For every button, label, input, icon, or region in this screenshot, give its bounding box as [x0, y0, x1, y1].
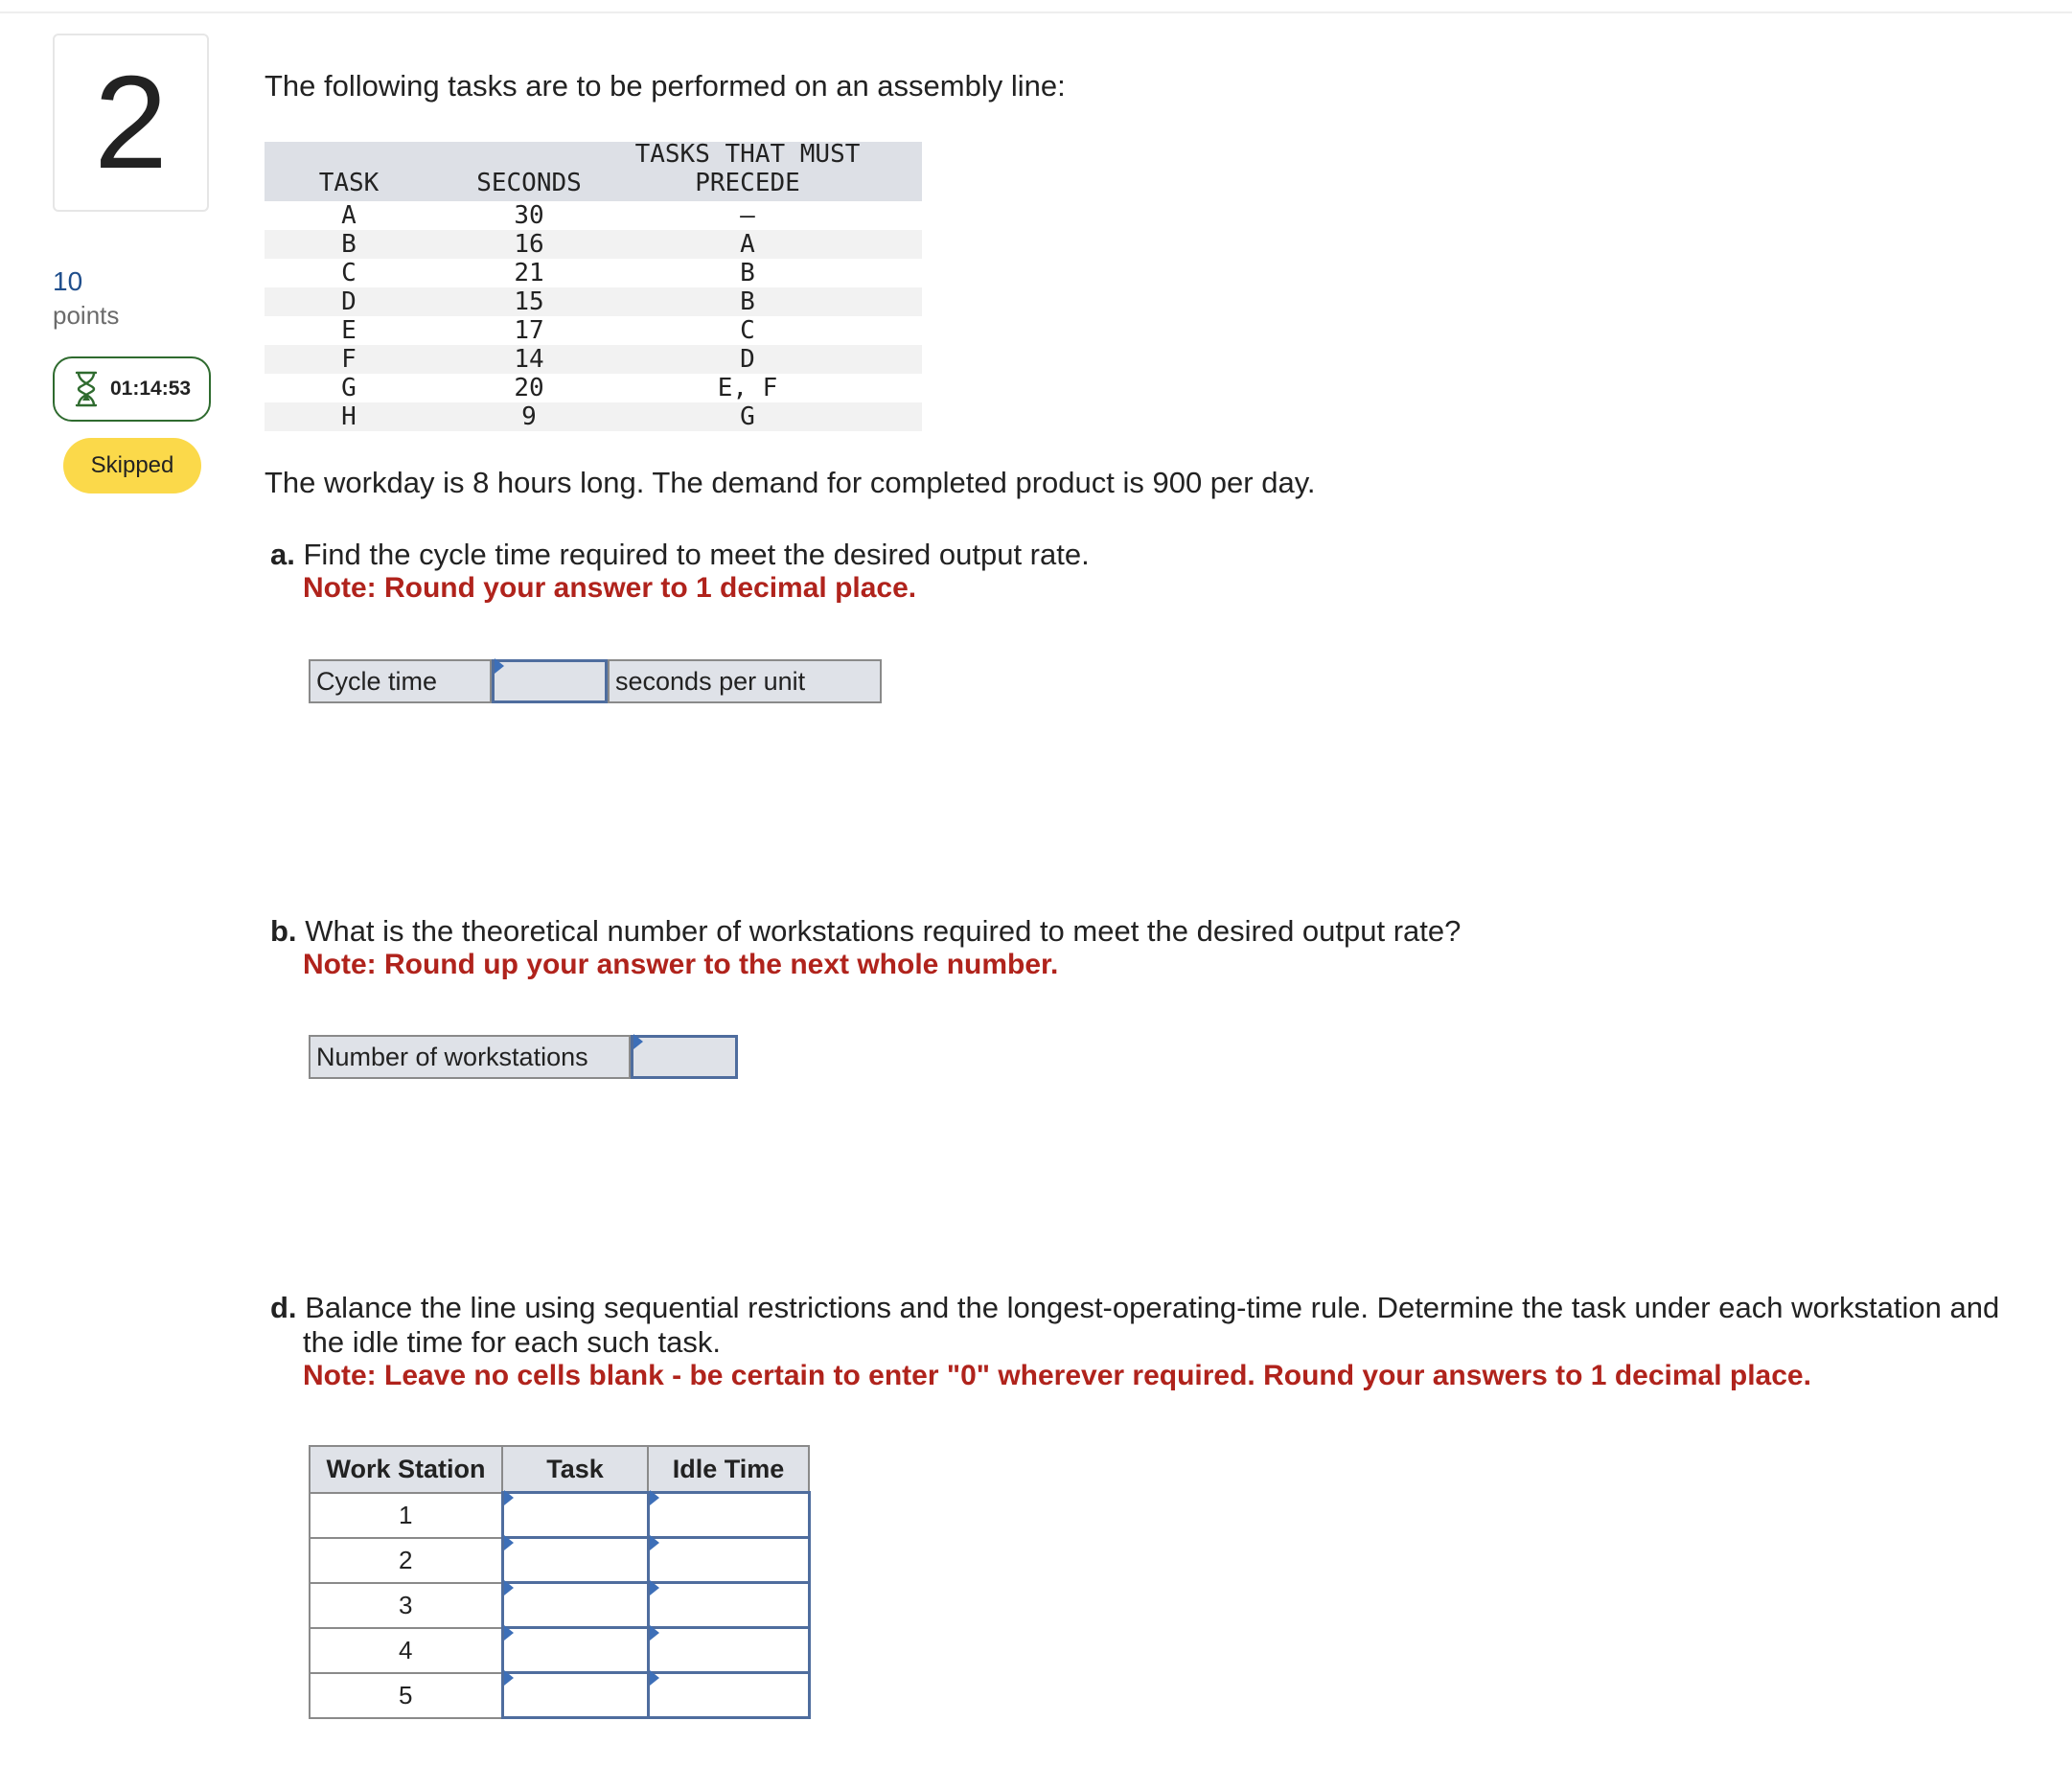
- cycle-time-label: Cycle time: [309, 659, 492, 703]
- seconds-cell: 15: [514, 287, 544, 316]
- task-input[interactable]: [502, 1538, 648, 1583]
- seconds-cell: 14: [514, 345, 544, 374]
- workstation-row: [310, 1583, 809, 1628]
- task-cell: H: [341, 402, 357, 431]
- workstation-number: 1: [310, 1493, 502, 1538]
- part-a-text: Find the cycle time required to meet the desired output rate.: [303, 538, 1090, 571]
- workstations-input[interactable]: [631, 1035, 738, 1079]
- seconds-cell: 17: [514, 316, 544, 345]
- idle-time-input[interactable]: [648, 1628, 809, 1673]
- part-d-question: [270, 1291, 1999, 1325]
- task-cell: F: [341, 345, 357, 374]
- precede-cell: D: [740, 345, 755, 374]
- precedence-row: [265, 316, 922, 345]
- seconds-cell: 20: [514, 374, 544, 402]
- task-cell: D: [341, 287, 357, 316]
- workstation-row: [310, 1538, 809, 1583]
- question-number: 2: [53, 34, 209, 212]
- part-a-note: Note: Round your answer to 1 decimal place.: [303, 572, 917, 604]
- workstation-number: 3: [310, 1583, 502, 1628]
- precede-cell: C: [740, 316, 755, 345]
- header-precede-line2: PRECEDE: [695, 169, 800, 197]
- workstation-number: 5: [310, 1673, 502, 1718]
- part-b-note: Note: Round up your answer to the next whole number.: [303, 949, 1059, 980]
- status-badge: Skipped: [63, 438, 201, 493]
- idle-time-input[interactable]: [648, 1493, 809, 1538]
- precede-cell: —: [740, 201, 755, 230]
- precede-cell: B: [740, 287, 755, 316]
- intro-text: The following tasks are to be performed on an assembly line:: [265, 69, 1066, 103]
- part-b-text: What is the theoretical number of workstations required to meet the desired output rate?: [305, 914, 1462, 948]
- header-work-station: Work Station: [310, 1446, 502, 1493]
- precede-cell: A: [740, 230, 755, 259]
- hourglass-icon: [74, 371, 99, 407]
- header-idle-time: Idle Time: [648, 1446, 809, 1493]
- part-d-text-line2: the idle time for each such task.: [303, 1325, 721, 1359]
- top-divider: [0, 11, 2072, 13]
- workstation-table: [309, 1445, 811, 1719]
- workstation-number: 2: [310, 1538, 502, 1583]
- part-d-letter: d.: [270, 1291, 297, 1324]
- workstation-row: [310, 1493, 809, 1538]
- part-d-note: Note: Leave no cells blank - be certain to enter "0" wherever required. Round your answers to 1 decimal place.: [303, 1360, 1811, 1391]
- part-a-letter: a.: [270, 538, 295, 571]
- precedence-row: [265, 374, 922, 402]
- precede-cell: E, F: [717, 374, 778, 402]
- cycle-time-input[interactable]: [492, 659, 608, 703]
- task-cell: G: [341, 374, 357, 402]
- task-input[interactable]: [502, 1583, 648, 1628]
- part-a-question: [270, 538, 1090, 572]
- precede-cell: G: [740, 402, 755, 431]
- workstation-row: [310, 1673, 809, 1718]
- seconds-cell: 9: [521, 402, 537, 431]
- workstation-row: [310, 1628, 809, 1673]
- precedence-row: [265, 402, 922, 431]
- part-b-question: [270, 914, 1461, 949]
- idle-time-input[interactable]: [648, 1673, 809, 1718]
- seconds-cell: 16: [514, 230, 544, 259]
- task-input[interactable]: [502, 1628, 648, 1673]
- precedence-row: [265, 345, 922, 374]
- task-cell: B: [341, 230, 357, 259]
- seconds-cell: 30: [514, 201, 544, 230]
- task-input[interactable]: [502, 1673, 648, 1718]
- timer-text: 01:14:53: [110, 378, 192, 400]
- precede-cell: B: [740, 259, 755, 287]
- idle-time-input[interactable]: [648, 1583, 809, 1628]
- idle-time-input[interactable]: [648, 1538, 809, 1583]
- timer-badge: [53, 356, 211, 422]
- precedence-header: [265, 142, 922, 201]
- precedence-row: [265, 259, 922, 287]
- header-seconds: SECONDS: [476, 169, 582, 197]
- precedence-row: [265, 201, 922, 230]
- points-value: 10: [53, 266, 83, 296]
- cycle-time-unit: seconds per unit: [608, 659, 882, 703]
- precedence-table: [265, 142, 922, 431]
- precedence-row: [265, 230, 922, 259]
- task-cell: C: [341, 259, 357, 287]
- header-task: Task: [502, 1446, 648, 1493]
- seconds-cell: 21: [514, 259, 544, 287]
- workstations-label: Number of workstations: [309, 1035, 631, 1079]
- task-cell: E: [341, 316, 357, 345]
- task-input[interactable]: [502, 1493, 648, 1538]
- workstations-row: [309, 1035, 738, 1079]
- precedence-row: [265, 287, 922, 316]
- header-task: TASK: [318, 169, 380, 197]
- part-b-letter: b.: [270, 914, 297, 948]
- header-precede-line1: TASKS THAT MUST: [634, 140, 861, 169]
- task-cell: A: [341, 201, 357, 230]
- workstation-number: 4: [310, 1628, 502, 1673]
- cycle-time-row: [309, 659, 882, 703]
- points-label: points: [53, 301, 120, 330]
- part-d-text-line1: Balance the line using sequential restrictions and the longest-operating-time rule. Determine the task under each workstation and: [305, 1291, 2000, 1324]
- workday-text: The workday is 8 hours long. The demand for completed product is 900 per day.: [265, 466, 1316, 499]
